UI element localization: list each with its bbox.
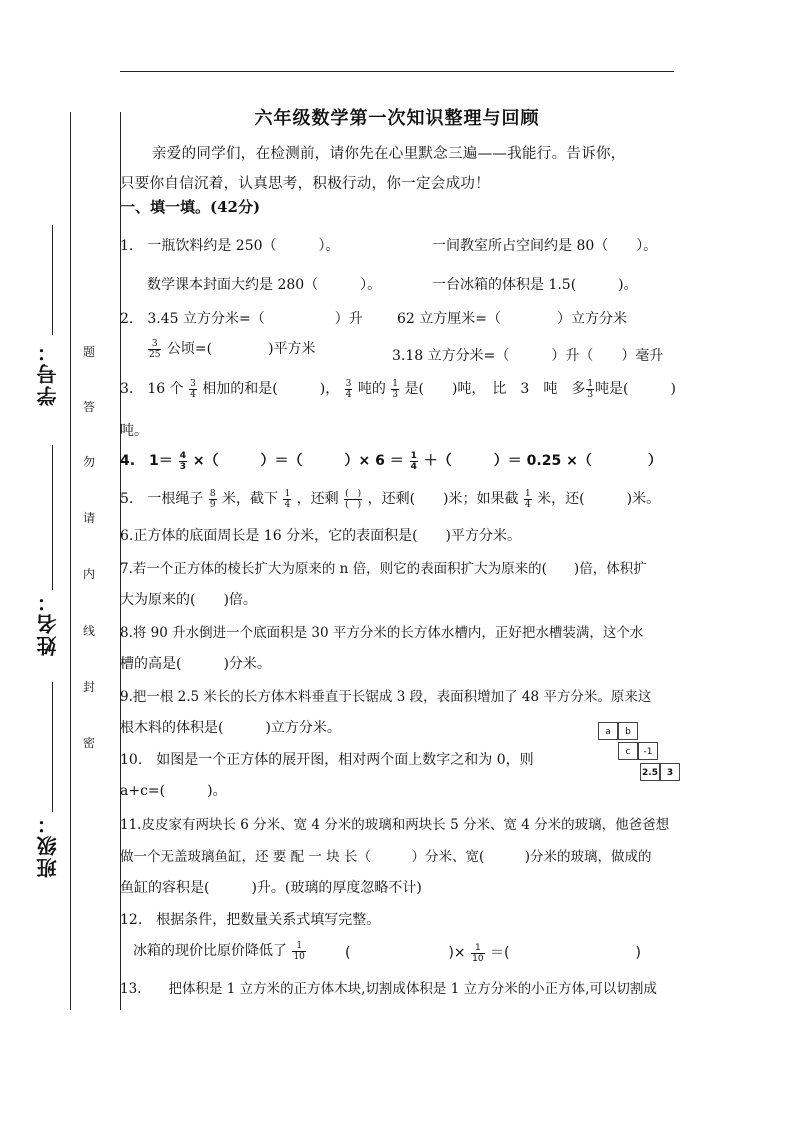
question-1c: 数学课本封面大约是 280（ ）。	[147, 277, 382, 293]
student-id-blank	[52, 225, 53, 335]
binding-line-left	[70, 112, 71, 1010]
question-8b: 槽的高是( )分米。	[120, 656, 271, 672]
question-10b: a+c=( )。	[120, 783, 227, 799]
seal-char: 封	[83, 680, 96, 694]
question-3: 3. 16 个 $\frac{3}{4}$ 相加的和是( )， $\frac{3}{4}$ 吨的 $\frac{1}{3}$ 是( )吨， 比 3 吨 多 $\frac{1}{3}$ 吨是( )	[120, 378, 676, 400]
net-cell: -1	[638, 742, 658, 760]
question-11a: 11.皮皮家有两块长 6 分米、宽 4 分米的玻璃和两块长 5 分米、宽 4 分米的玻璃，他爸爸想	[120, 817, 670, 833]
question-7b: 大为原来的( )倍。	[120, 592, 257, 608]
question-3-end: 吨。	[120, 423, 148, 439]
question-2d: 3.18 立方分米=（ ）升（ ）毫升	[392, 348, 664, 364]
net-cell: c	[618, 742, 638, 760]
net-cell: b	[618, 722, 638, 740]
question-12b: 冰箱的现价比原价降低了 $\frac{1}{10}$	[133, 940, 305, 962]
seal-char: 勿	[83, 455, 96, 469]
question-7a: 7.若一个正方体的棱长扩大为原来的 n 倍，则它的表面积扩大为原来的( )倍，体积扩	[120, 561, 647, 577]
question-9b: 根木料的体积是( )立方分米。	[120, 720, 341, 736]
net-cell: 2.5	[640, 763, 660, 781]
question-2a: 2. 3.45 立方分米=（ ）升	[120, 311, 363, 327]
question-1a: 1. 一瓶饮料约是 250（ ）。	[120, 238, 340, 254]
question-5: 5. 一根绳子 $\frac{8}{9}$ 米，截下 $\frac{1}{4}$ ，还剩 $\frac{( )}{( )}$ ，还剩( )米；如果截 $\frac{1}{4}$ 米，还( )米。	[120, 488, 661, 510]
fraction: $\frac{3}{25}$	[149, 338, 161, 360]
seal-char: 内	[83, 567, 96, 581]
seal-char: 题	[83, 345, 96, 359]
question-10a: 10. 如图是一个正方体的展开图，相对两个面上数字之和为 0，则	[120, 752, 534, 768]
question-6: 6.正方体的底面周长是 16 分米，它的表面积是( )平方分米。	[120, 528, 521, 544]
question-8a: 8.将 90 升水倒进一个底面积是 30 平方分米的长方体水槽内，正好把水槽装满，这个水	[120, 625, 644, 641]
question-9a: 9.把一根 2.5 米长的长方体木料垂直于长锯成 3 段，表面积增加了 48 平方分米。原来这	[120, 689, 652, 705]
student-id-label: 学号：	[36, 340, 60, 406]
seal-char: 答	[83, 400, 96, 414]
question-1d: 一台冰箱的体积是 1.5( )。	[432, 277, 638, 293]
question-12-equation: ( )× $\frac{1}{10}$ ＝( )	[345, 942, 641, 964]
question-11c: 鱼缸的容积是( )升。(玻璃的厚度忽略不计)	[120, 880, 422, 896]
question-11b: 做一个无盖玻璃鱼缸，还 要 配 一 块 长（ ）分米、宽( )分米的玻璃，做成的	[120, 849, 652, 865]
name-blank	[52, 445, 53, 590]
seal-char: 线	[83, 624, 96, 638]
page-title: 六年级数学第一次知识整理与回顾	[254, 108, 540, 129]
cube-net-figure	[598, 722, 684, 782]
question-1b: 一间教室所占空间约是 80（ ）。	[432, 238, 658, 254]
question-2c: $\frac{3}{25}$ 公顷=( )平方米	[149, 338, 316, 360]
name-label: 姓名：	[36, 590, 60, 656]
intro-line-2: 只要你自信沉着，认真思考，积极行动，你一定会成功！	[120, 176, 490, 192]
net-cell: a	[598, 722, 618, 740]
question-12a: 12. 根据条件，把数量关系式填写完整。	[120, 912, 381, 928]
net-cell: 3	[660, 763, 680, 781]
seal-char: 请	[83, 511, 96, 525]
class-label: 班级：	[36, 812, 60, 878]
question-13a: 13. 把体积是 1 立方米的正方体木块,切割成体积是 1 立方分米的小正方体,可以切割成	[120, 981, 657, 997]
question-2b: 62 立方厘米=（ ）立方分米	[397, 311, 627, 327]
intro-line-1: 亲爱的同学们，在检测前，请你先在心里默念三遍——我能行。告诉你，	[152, 146, 626, 162]
top-rule	[120, 71, 674, 72]
class-blank	[52, 682, 53, 812]
question-4: 4. 1＝ $\frac{4}{3}$ ×（ ）＝（ ）× 6 ＝ $\frac{1}{4}$ ＋（ ）＝ 0.25 ×（ ）	[120, 450, 662, 472]
section-heading: 一、填一填。(42分)	[120, 198, 261, 216]
seal-char: 密	[83, 736, 96, 750]
